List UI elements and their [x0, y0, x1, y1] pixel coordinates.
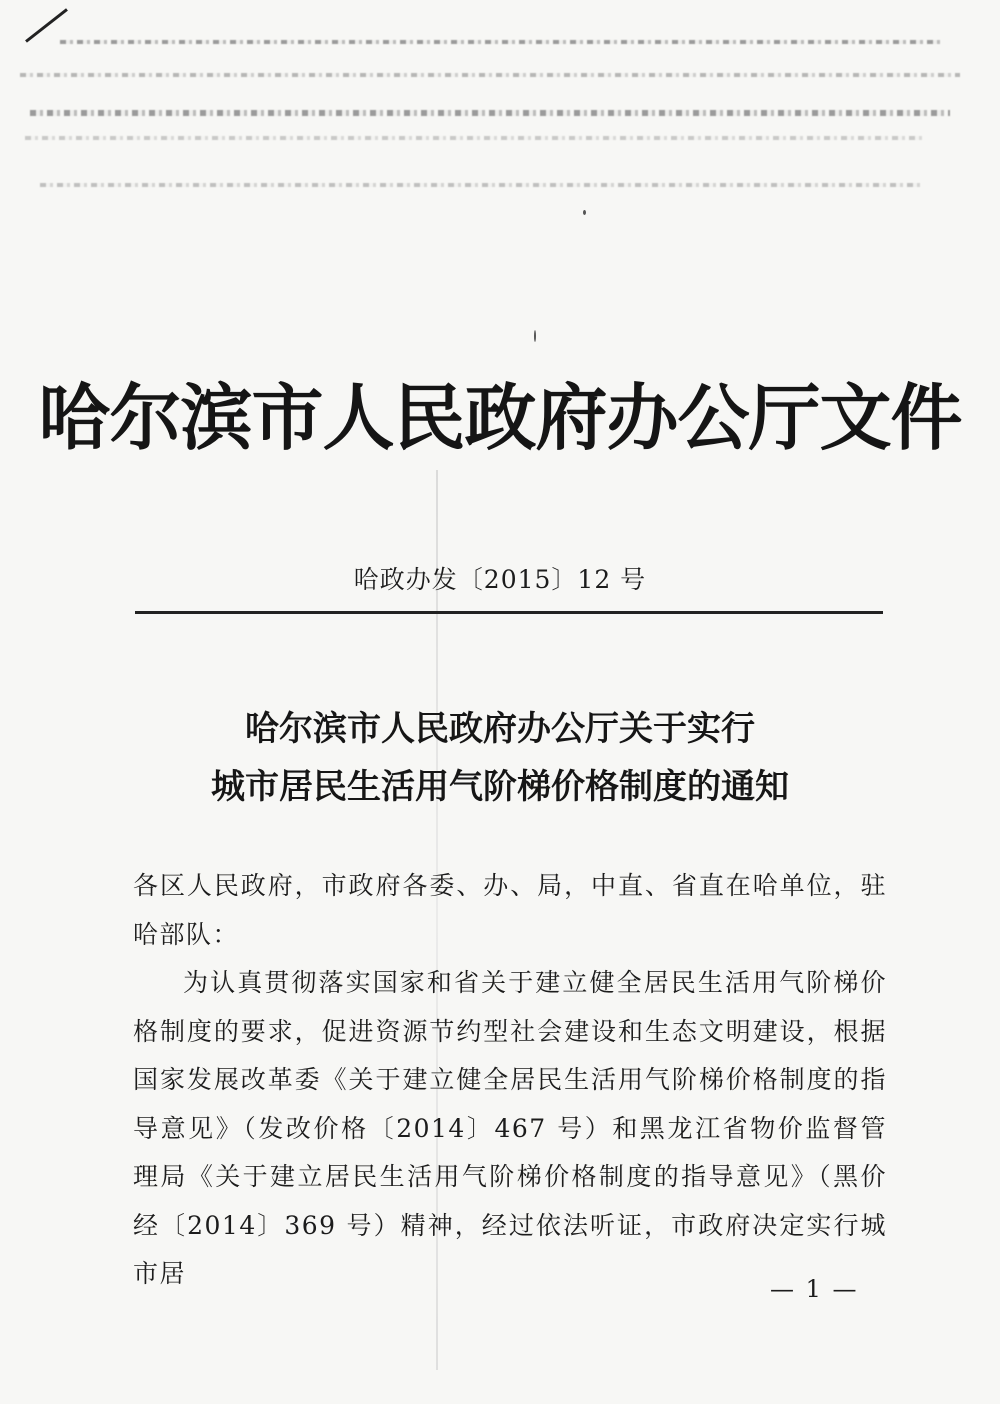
notice-title-line-2: 城市居民生活用气阶梯价格制度的通知: [211, 767, 789, 807]
scan-noise-line: [20, 73, 960, 77]
scan-noise-line: [30, 110, 950, 116]
notice-title-line-1: 哈尔滨市人民政府办公厅关于实行: [245, 709, 755, 749]
notice-title: [0, 700, 1000, 816]
scan-speck: [534, 330, 536, 342]
page-number: — 1 —: [770, 1275, 859, 1303]
body-paragraph: 为认真贯彻落实国家和省关于建立健全居民生活用气阶梯价格制度的要求，促进资源节约型社会建设和生态文明建设，根据国家发展改革委《关于建立健全居民生活用气阶梯价格制度的指导意见》（发改价格〔2014〕467 号）和黑龙江省物价监督管理局《关于建立居民生活用气阶梯价格制度的指导意见》（黑价经〔2014〕369 号）精神，经过依法听证，市政府决定实行城市居: [133, 968, 887, 1288]
scan-noise-line: [60, 40, 940, 44]
scan-noise-line: [40, 183, 920, 187]
scan-noise-band: [0, 18, 1000, 218]
salutation: 各区人民政府，市政府各委、办、局，中直、省直在哈单位，驻哈部队：: [133, 871, 887, 949]
document-number: 哈政办发〔2015〕12 号: [353, 565, 647, 594]
scan-noise-line: [25, 136, 925, 140]
scan-speck: [583, 210, 586, 215]
issuing-office-title: 哈尔滨市人民政府办公厅文件: [38, 376, 962, 460]
notice-body: [133, 862, 887, 1299]
header-divider: [135, 611, 883, 614]
